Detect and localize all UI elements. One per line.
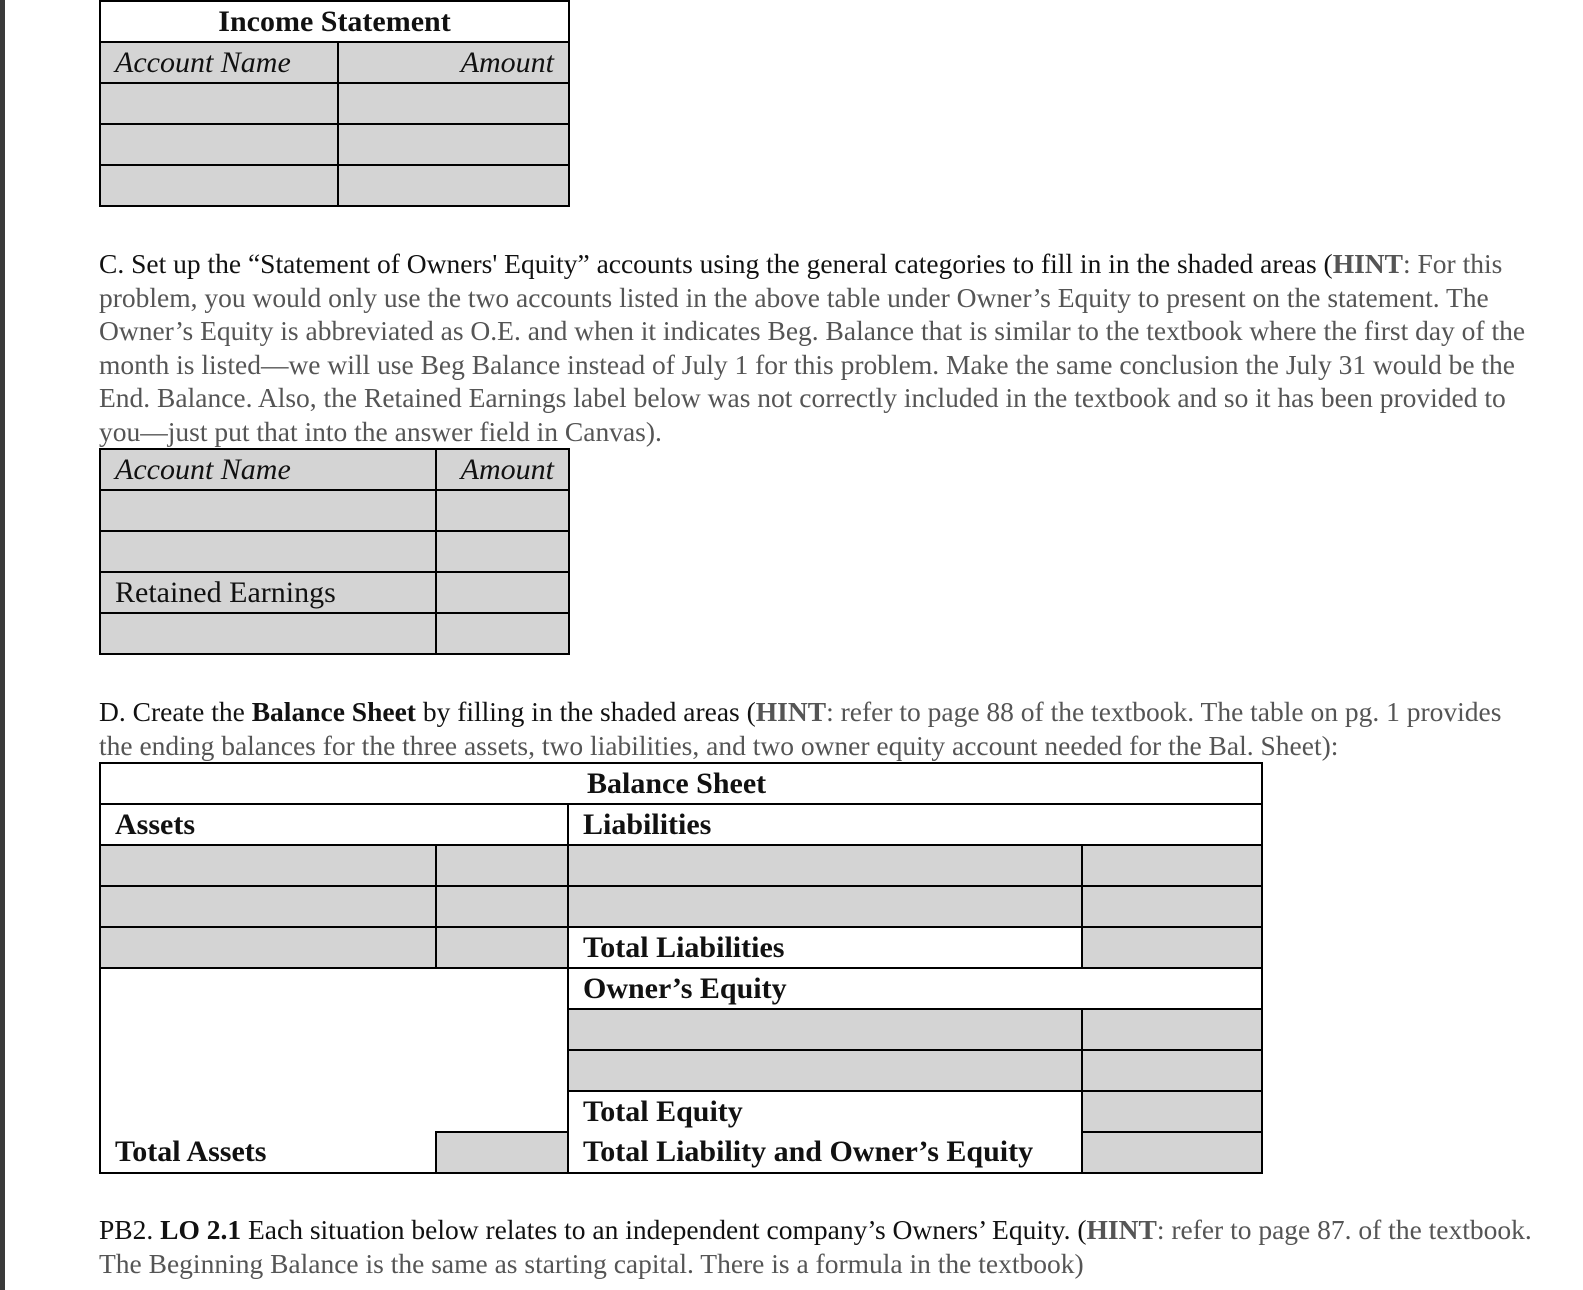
pb2-hint-text: : refer to page 87. of the textbook. The Beginning Balance is the same as starting capital. There is a formula in the textbook) — [99, 1214, 1532, 1279]
total-liability-owners-equity-label: Total Liability and Owner’s Equity — [568, 1132, 1082, 1173]
total-assets-amount-cell[interactable] — [436, 1132, 568, 1173]
asset-amount-cell[interactable] — [436, 886, 568, 927]
assets-heading: Assets — [100, 804, 568, 845]
total-equity-amount-cell[interactable] — [1082, 1091, 1262, 1132]
column-header-amount: Amount — [436, 449, 569, 490]
total-liability-owners-equity-amount-cell[interactable] — [1082, 1132, 1262, 1173]
income-statement-title: Income Statement — [100, 1, 569, 42]
liability-amount-cell[interactable] — [1082, 845, 1262, 886]
column-header-amount: Amount — [338, 42, 569, 83]
balance-sheet-table — [99, 762, 1263, 1174]
account-name-cell[interactable] — [100, 124, 338, 165]
asset-account-cell[interactable] — [100, 927, 436, 968]
section-c-instructions — [99, 247, 1539, 449]
hint-label: HINT — [1332, 248, 1403, 279]
page-left-edge — [0, 0, 5, 1290]
amount-cell[interactable] — [338, 124, 569, 165]
asset-amount-cell[interactable] — [436, 927, 568, 968]
asset-amount-cell[interactable] — [436, 845, 568, 886]
total-liabilities-label: Total Liabilities — [568, 927, 1082, 968]
equity-account-cell[interactable] — [568, 1050, 1082, 1091]
account-name-cell[interactable] — [100, 531, 436, 572]
account-name-cell[interactable] — [100, 165, 338, 206]
liability-account-cell[interactable] — [568, 886, 1082, 927]
hint-label: HINT — [1086, 1214, 1157, 1245]
equity-amount-cell[interactable] — [1082, 1009, 1262, 1050]
owners-equity-statement-table — [99, 448, 570, 655]
owners-equity-heading: Owner’s Equity — [568, 968, 1262, 1009]
section-d-text: D. Create the — [99, 696, 252, 727]
amount-cell[interactable] — [338, 165, 569, 206]
amount-cell[interactable] — [436, 490, 569, 531]
pb2-text: Each situation below relates to an independent company’s Owners’ Equity. ( — [241, 1214, 1087, 1245]
section-c-hint-text: : For this problem, you would only use the two accounts listed in the above table under Owner’s Equity to present on the statement. The Owner’s Equity is abbreviated as O.E. and when it indicates Beg. Balance that is similar to the textbook where the first day of the month is listed—we will use Beg Balance instead of July 1 for this problem. Make the same conclusion the July 31 would be the End. Balance. Also, the Retained Earnings label below was not correctly included in the textbook and so it has been provided to you—just put that into the answer field in Canvas). — [99, 248, 1526, 447]
account-name-cell[interactable] — [100, 490, 436, 531]
total-equity-label: Total Equity — [568, 1091, 1082, 1132]
pb2-label: PB2. — [99, 1214, 161, 1245]
assets-blank-area — [100, 968, 568, 1132]
equity-amount-cell[interactable] — [1082, 1050, 1262, 1091]
amount-cell[interactable] — [436, 531, 569, 572]
balance-sheet-emphasis: Balance Sheet — [251, 696, 416, 727]
balance-sheet-title: Balance Sheet — [100, 763, 1262, 804]
account-name-cell[interactable] — [100, 613, 436, 654]
asset-account-cell[interactable] — [100, 886, 436, 927]
section-d-instructions — [99, 695, 1539, 762]
amount-cell[interactable] — [436, 613, 569, 654]
equity-account-cell[interactable] — [568, 1009, 1082, 1050]
section-d-text-2: by filling in the shaded areas ( — [415, 696, 756, 727]
liability-amount-cell[interactable] — [1082, 886, 1262, 927]
account-name-cell[interactable] — [100, 83, 338, 124]
section-c-text: C. Set up the “Statement of Owners' Equity” accounts using the general categories to fill in in the shaded areas ( — [99, 248, 1333, 279]
liability-account-cell[interactable] — [568, 845, 1082, 886]
hint-label: HINT — [755, 696, 827, 727]
liabilities-heading: Liabilities — [568, 804, 1262, 845]
pb2-instructions — [99, 1213, 1539, 1280]
retained-earnings-label: Retained Earnings — [100, 572, 436, 613]
amount-cell[interactable] — [338, 83, 569, 124]
column-header-account-name: Account Name — [100, 449, 436, 490]
amount-cell[interactable] — [436, 572, 569, 613]
learning-objective-label: LO 2.1 — [160, 1214, 242, 1245]
total-assets-label: Total Assets — [100, 1132, 436, 1173]
total-liabilities-amount-cell[interactable] — [1082, 927, 1262, 968]
column-header-account-name: Account Name — [100, 42, 338, 83]
income-statement-table — [99, 0, 570, 207]
section-d-hint-text: : refer to page 88 of the textbook. The table on pg. 1 provides the ending balances for the three assets, two liabilities, and two owner equity account needed for the Bal. Sheet): — [99, 696, 1502, 761]
asset-account-cell[interactable] — [100, 845, 436, 886]
